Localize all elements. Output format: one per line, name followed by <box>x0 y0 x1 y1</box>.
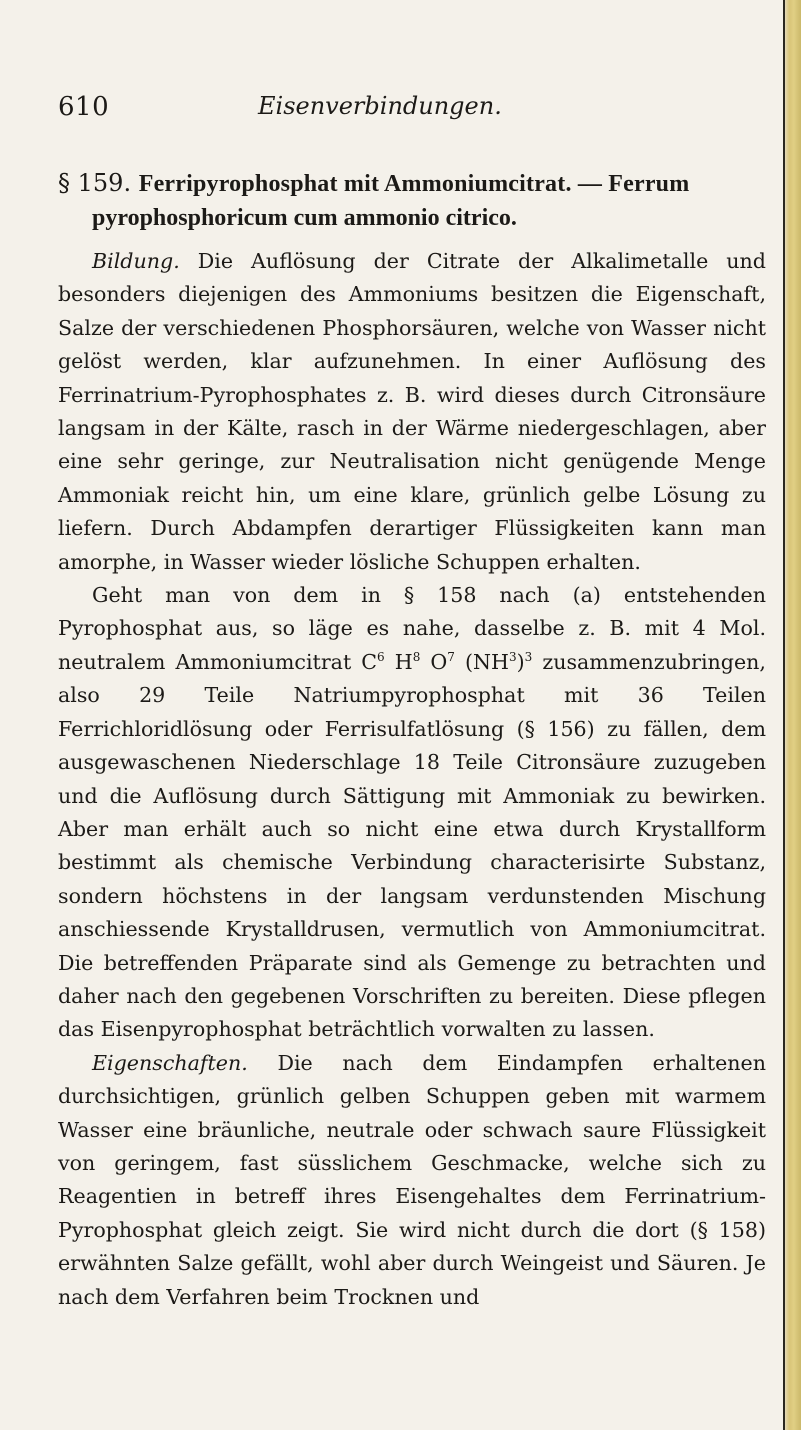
paragraph-text: Geht man von dem in § 158 nach (a) entstehenden Pyrophosphat aus, so läge es nahe, dasselbe z. B. mit 4 Mol. neutralem Ammoniumcitrat C <box>58 583 766 674</box>
page-header <box>58 92 758 132</box>
formula-sup: 6 <box>377 649 385 664</box>
formula-sup: 3 <box>508 649 517 664</box>
paragraph-lead-eigenschaften: Eigenschaften. <box>92 1050 248 1075</box>
formula-part: H <box>384 649 413 674</box>
formula-part: (NH <box>454 649 509 674</box>
paragraph-eigenschaften <box>58 1047 766 1314</box>
section-number: § 159. <box>58 169 132 197</box>
page-number: 610 <box>58 92 110 122</box>
formula-sup: 8 <box>412 649 421 664</box>
section-heading <box>58 166 766 235</box>
page-body <box>58 166 766 1314</box>
formula-sup: 7 <box>447 649 455 664</box>
paragraph-lead-bildung: Bildung. <box>92 249 180 273</box>
formula-part: ) <box>516 649 525 674</box>
paragraph-text: zusammenzubringen, also 29 Teile Natriumpyrophosphat mit 36 Teilen Ferrichloridlösung oder Ferrisulfatlösung (§ 156) zu fällen, dem ausgewaschenen Niederschlage 18 Teile Citronsäure zuzugeben und die Auflösung durch Sättigung mit Ammoniak zu bewirken. Aber man erhält auch so nicht eine etwa durch Krystallform bestimmt als chemische Verbindung characterisirte Substanz, sondern höchstens in der langsam verdunstenden Mischung anschiessende Krystalldrusen, vermutlich von Ammoniumcitrat. Die betreffenden Präparate sind als Gemenge zu betrachten und daher nach den gegebenen Vorschriften zu bereiten. Diese pflegen das Eisenpyrophosphat beträchtlich vorwalten zu lassen. <box>58 649 766 1042</box>
section-title-line1: Ferripyrophosphat mit Ammoniumcitrat. — Ferrum <box>138 171 690 197</box>
paragraph-text: Die Auflösung der Citrate der Alkalimetalle und besonders diejenigen des Ammoniums besitzen die Eigenschaft, Salze der verschiedenen Phosphorsäuren, welche von Wasser nicht gelöst werden, klar aufzunehmen. In einer Auflösung des Ferrinatrium-Pyrophosphates z. B. wird dieses durch Citronsäure langsam in der Kälte, rasch in der Wärme niedergeschlagen, aber eine sehr geringe, zur Neutralisation nicht genügende Menge Ammoniak reicht hin, um eine klare, grünlich gelbe Lösung zu liefern. Durch Abdampfen derartiger Flüssigkeiten kann man amorphe, in Wasser wieder lösliche Schuppen erhalten. <box>58 249 766 574</box>
formula-part: O <box>420 649 448 674</box>
paragraph-bildung <box>58 245 766 579</box>
running-head: Eisenverbindungen. <box>258 92 502 120</box>
section-title-line2: pyrophosphoricum cum ammonio citrico. <box>92 205 517 231</box>
formula-sup: 3 <box>524 649 533 664</box>
paragraph-text: Die nach dem Eindampfen erhaltenen durchsichtigen, grünlich gelben Schuppen geben mit warmem Wasser eine bräunliche, neutrale oder schwach saure Flüssigkeit von geringem, fast süsslichem Geschmacke, welche sich zu Reagentien in betreff ihres Eisengehaltes dem Ferrinatrium-Pyrophosphat gleich zeigt. Sie wird nicht durch die dort (§ 158) erwähnten Salze gefällt, wohl aber durch Weingeist und Säuren. Je nach dem Verfahren beim Trocknen und <box>58 1050 767 1309</box>
page-edge <box>783 0 801 1430</box>
paragraph-pyrophosphat <box>58 579 766 1047</box>
